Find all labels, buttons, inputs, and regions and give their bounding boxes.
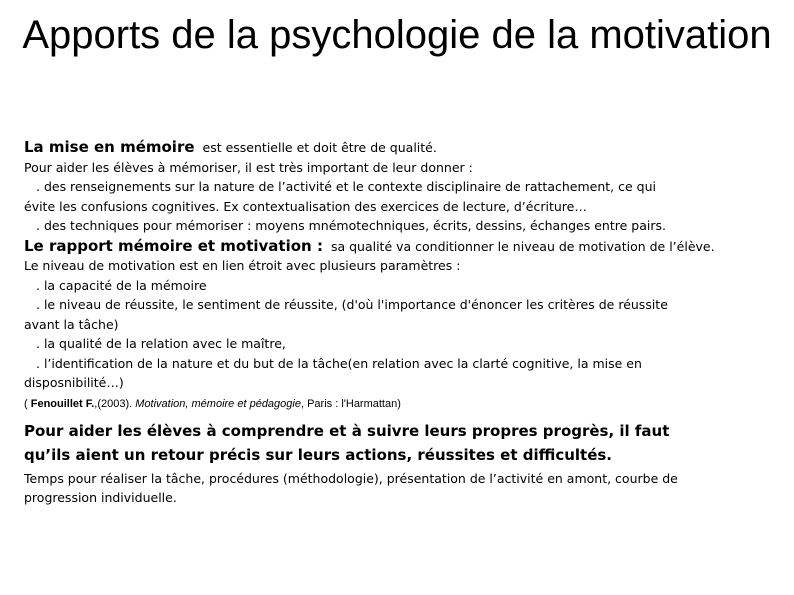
reference-author: Fenouillet F. [30, 397, 95, 410]
reference-publisher: , Paris : l'Harmattan) [300, 397, 401, 410]
motivation-heading-line [24, 237, 734, 257]
motivation-item-task: . l’identification de la nature et du but de la tâche(en relation avec la clarté cognitive, la mise en [36, 355, 642, 371]
reference-year: ,(2003). [94, 397, 136, 410]
slide-body [24, 138, 734, 508]
page-title: Apports de la psychologie de la motivation [22, 13, 772, 57]
feedback-statement [24, 419, 734, 467]
motivation-item-success-cont: avant la tâche) [24, 316, 119, 332]
memory-heading-line [24, 138, 734, 158]
motivation-item-capacity: . la capacité de la mémoire [36, 277, 207, 293]
feedback-detail-1: Temps pour réaliser la tâche, procédures (méthodologie), présentation de l’activité en amont, courbe de [24, 470, 678, 486]
motivation-heading: Le rapport mémoire et motivation : [24, 236, 323, 255]
bibliographic-reference [24, 393, 734, 415]
motivation-intro: Le niveau de motivation est en lien étroit avec plusieurs paramètres : [24, 258, 461, 273]
memory-intro: Pour aider les élèves à mémoriser, il est très important de leur donner : [24, 159, 473, 175]
feedback-detail-2: progression individuelle. [24, 490, 177, 505]
memory-item-techniques: . des techniques pour mémoriser : moyens mnémotechniques, écrits, dessins, échanges entre pairs. [36, 218, 666, 233]
motivation-item-task-cont: disposnibilité…) [24, 375, 124, 390]
motivation-heading-rest: sa qualité va conditionner le niveau de motivation de l’élève. [330, 238, 715, 254]
memory-heading: La mise en mémoire [24, 138, 195, 156]
motivation-item-success: . le niveau de réussite, le sentiment de réussite, (d'où l'importance d'énoncer les critères de réussite [36, 297, 668, 312]
motivation-item-relation: . la qualité de la relation avec le maître, [36, 336, 286, 351]
feedback-line-2: qu’ils aient un retour précis sur leurs actions, réussites et difficultés. [24, 445, 612, 464]
memory-item-info-cont: évite les confusions cognitives. Ex contextualisation des exercices de lecture, d’écriture… [24, 198, 587, 214]
reference-book: Motivation, mémoire et pédagogie [135, 397, 301, 410]
memory-heading-rest: est essentielle et doit être de qualité. [202, 140, 437, 155]
reference-open: ( [24, 397, 31, 410]
feedback-line-1: Pour aider les élèves à comprendre et à suivre leurs propres progrès, il faut [24, 421, 670, 440]
memory-item-info: . des renseignements sur la nature de l’activité et le contexte disciplinaire de rattachement, ce qui [36, 179, 656, 194]
